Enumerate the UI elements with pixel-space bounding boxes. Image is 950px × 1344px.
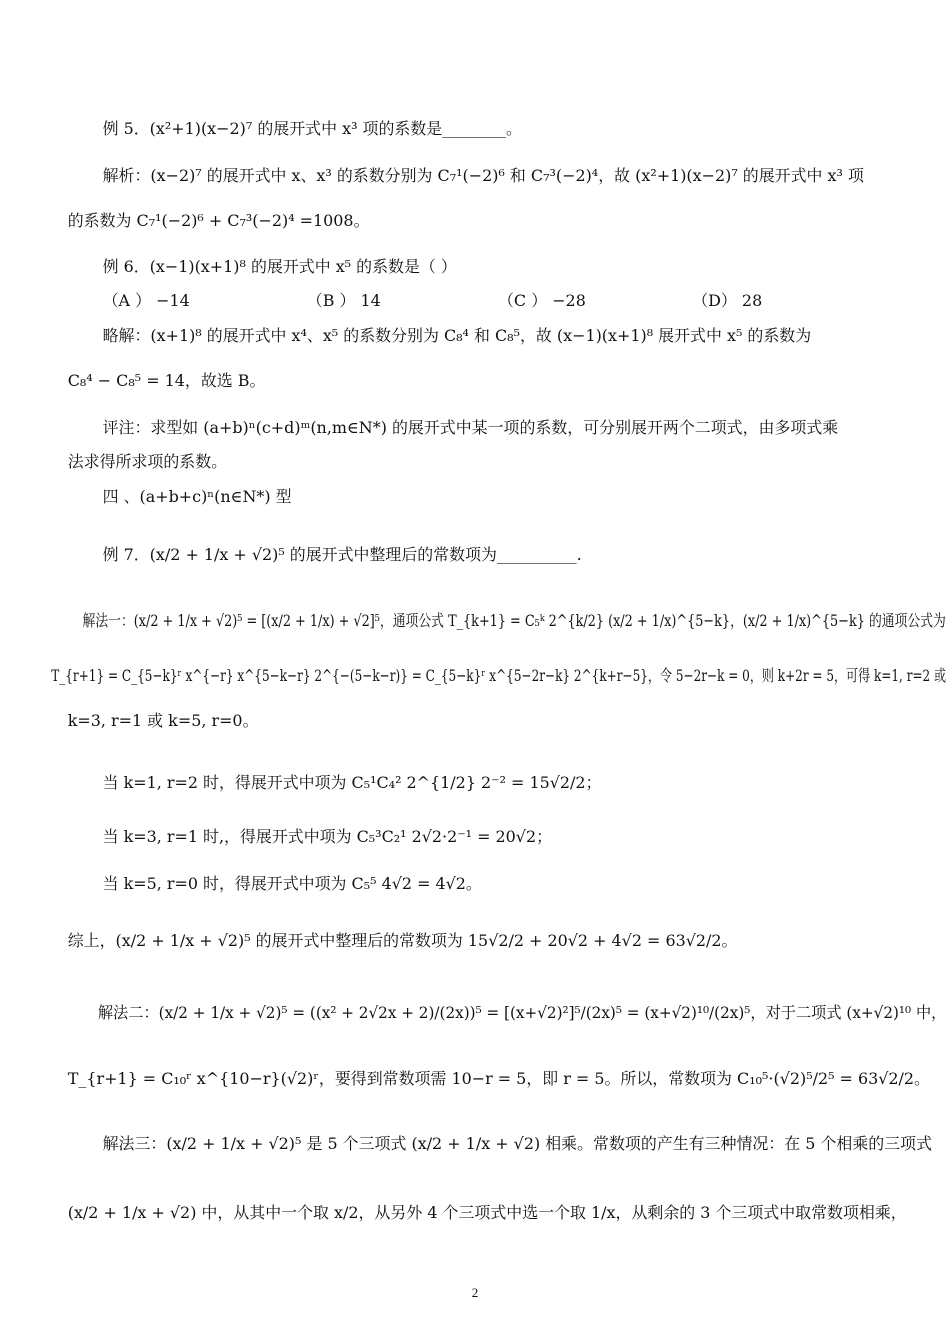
method-1-cases: k=3, r=1 或 k=5, r=0。 <box>67 711 259 730</box>
summary: 综上，(x/2 + 1/x + √2)⁵ 的展开式中整理后的常数项为 15√2/2 + 20√2 + 4√2 = 63√2/2。 <box>67 931 738 950</box>
option-d: （D） 28 <box>692 291 763 310</box>
method-3: 解法三：(x/2 + 1/x + √2)⁵ 是 5 个三项式 (x/2 + 1/x + √2) 相乘。常数项的产生有三种情况：在 5 个相乘的三项式 <box>102 1134 933 1153</box>
example-6-question: 例 6．(x−1)(x+1)⁸ 的展开式中 x⁵ 的系数是（ ） <box>102 257 457 276</box>
method-1-cont: T_{r+1} = C_{5−k}ʳ x^{−r} x^{5−k−r} 2^{−(5−k−r)} = C_{5−k}ʳ x^{5−2r−k} 2^{k+r−5}，令 5−2r−k = 0，则 k+2r = 5，可得 k=1, r=2 或 <box>51 666 947 685</box>
example-7-question: 例 7．(x/2 + 1/x + √2)⁵ 的展开式中整理后的常数项为__________. <box>102 545 582 564</box>
option-b: （B ） 14 <box>306 291 381 310</box>
case-3: 当 k=5, r=0 时，得展开式中项为 C₅⁵ 4√2 = 4√2。 <box>102 874 482 893</box>
option-c: （C ） −28 <box>498 291 586 310</box>
example-5-solution: 解析：(x−2)⁷ 的展开式中 x、x³ 的系数分别为 C₇¹(−2)⁶ 和 C₇³(−2)⁴，故 (x²+1)(x−2)⁷ 的展开式中 x³ 项 <box>102 166 864 185</box>
comment-cont: 法求得所求项的系数。 <box>67 452 228 471</box>
example-6-solution-cont: C₈⁴ − C₈⁵ = 14，故选 B。 <box>67 371 266 390</box>
case-2: 当 k=3, r=1 时,，得展开式中项为 C₅³C₂¹ 2√2·2⁻¹ = 20√2； <box>102 827 553 846</box>
section-heading: 四 、(a+b+c)ⁿ(n∈N*) 型 <box>102 487 292 506</box>
example-6-solution: 略解：(x+1)⁸ 的展开式中 x⁴、x⁵ 的系数分别为 C₈⁴ 和 C₈⁵，故 (x−1)(x+1)⁸ 展开式中 x⁵ 的系数为 <box>102 326 812 345</box>
example-5-question: 例 5．(x²+1)(x−2)⁷ 的展开式中 x³ 项的系数是________。 <box>102 119 522 138</box>
method-2: 解法二：(x/2 + 1/x + √2)⁵ = ((x² + 2√2x + 2)/(2x))⁵ = [(x+√2)²]⁵/(2x)⁵ = (x+√2)¹⁰/(2x)⁵，对于二项式 (x+√2)¹⁰ 中， <box>97 1003 947 1022</box>
comment: 评注：求型如 (a+b)ⁿ(c+d)ᵐ(n,m∈N*) 的展开式中某一项的系数，可分别展开两个二项式，由多项式乘 <box>102 418 839 437</box>
method-3-cont: (x/2 + 1/x + √2) 中，从其中一个取 x/2，从另外 4 个三项式中选一个取 1/x，从剩余的 3 个三项式中取常数项相乘， <box>67 1203 907 1222</box>
method-1: 解法一：(x/2 + 1/x + √2)⁵ = [(x/2 + 1/x) + √2]⁵，通项公式 T_{k+1} = C₅ᵏ 2^{k/2} (x/2 + 1/x)^{5−k}，(x/2 + 1/x)^{5−k} 的通项公式为 <box>82 611 946 630</box>
page-number: 2 <box>471 1285 479 1300</box>
example-5-solution-cont: 的系数为 C₇¹(−2)⁶ + C₇³(−2)⁴ =1008。 <box>67 211 370 230</box>
case-1: 当 k=1, r=2 时，得展开式中项为 C₅¹C₄² 2^{1/2} 2⁻² = 15√2/2； <box>102 773 602 792</box>
option-a: （A ） −14 <box>102 291 190 310</box>
method-2-cont: T_{r+1} = C₁₀ʳ x^{10−r}(√2)ʳ，要得到常数项需 10−r = 5，即 r = 5。所以，常数项为 C₁₀⁵·(√2)⁵/2⁵ = 63√2/2。 <box>67 1069 930 1088</box>
